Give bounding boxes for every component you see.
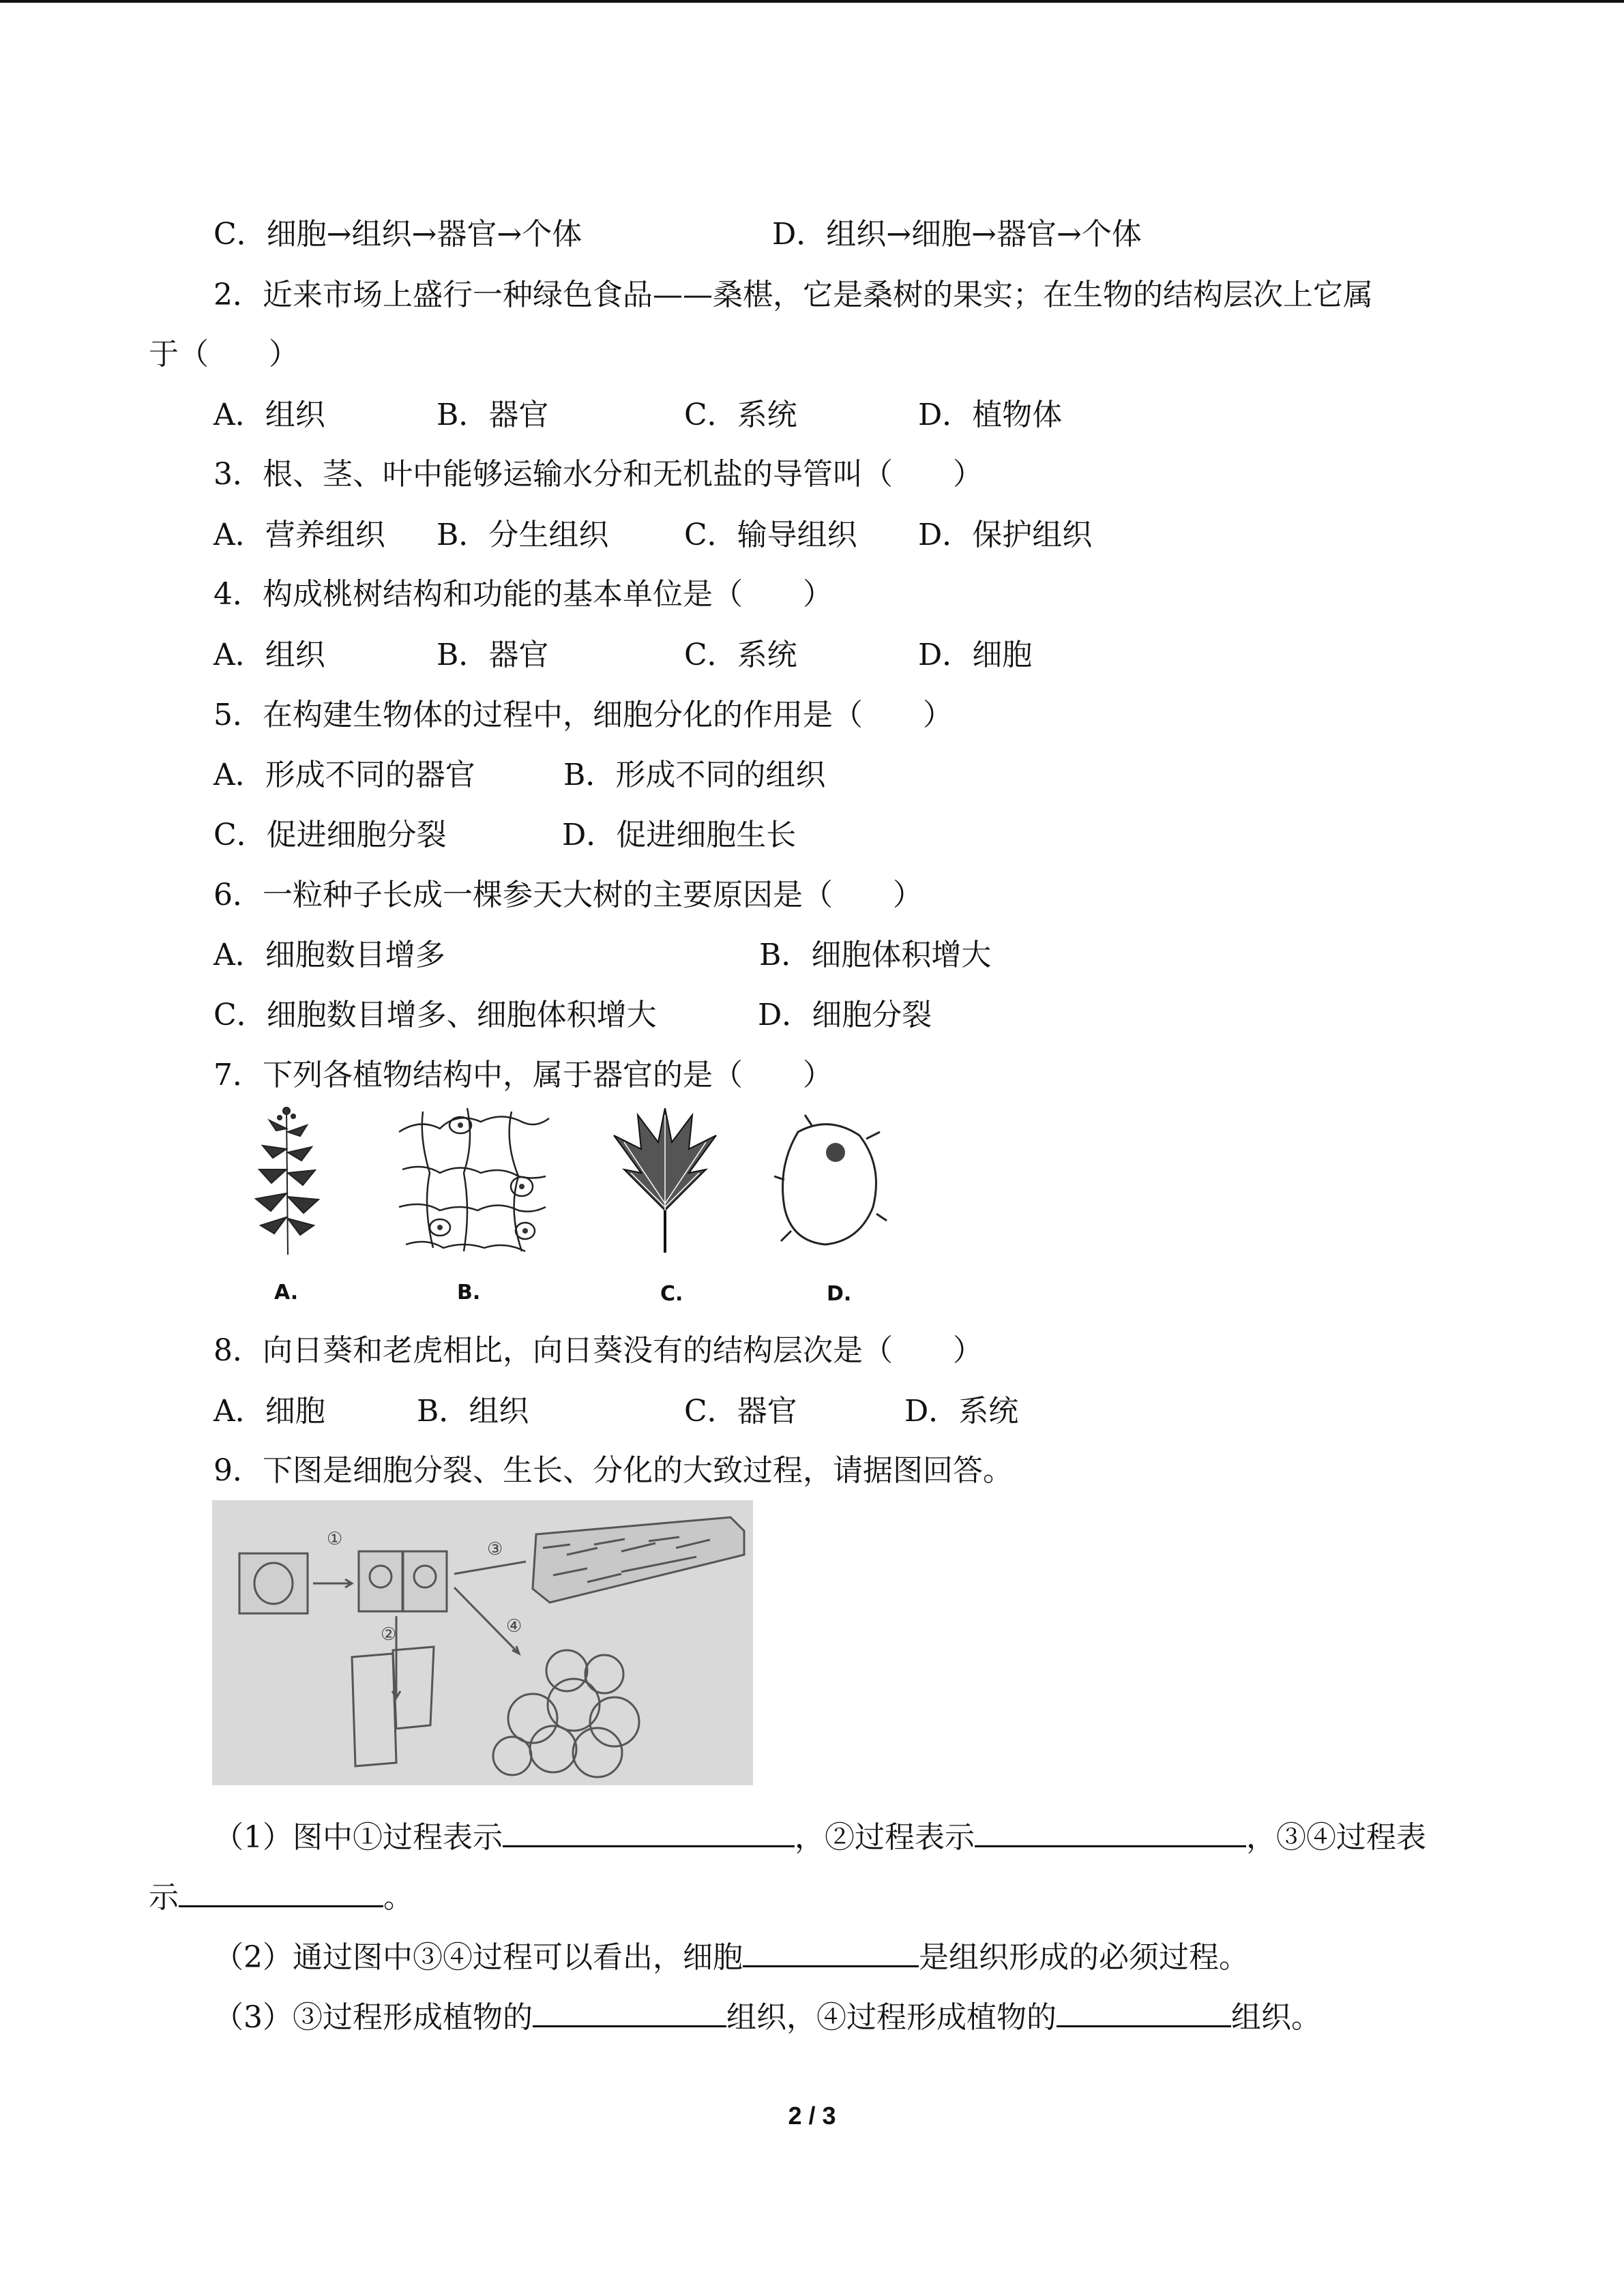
q6-option-a: A．细胞数目增多 [213, 938, 445, 972]
q9-sub1-text-e: 。 [383, 1880, 413, 1915]
q1-option-c: C．细胞→组织→器官→个体 [213, 217, 582, 252]
q2-stem-cont: 于（ ） [149, 337, 299, 372]
q9-sub3 [213, 1994, 1321, 2038]
q9-sub1 [213, 1814, 1426, 1858]
q9-sub2 [213, 1934, 1249, 1978]
q9-sub3-text-b: 组织，④过程形成植物的 [726, 2000, 1057, 2035]
q8-option-c: C．器官 [684, 1394, 797, 1429]
figure-label-3: ③ [487, 1539, 503, 1560]
q2-option-d: D．植物体 [918, 398, 1063, 432]
figure-caption-a: A. [274, 1281, 299, 1304]
q9-sub3-text-c: 组织。 [1231, 2000, 1321, 2035]
q3-option-c: C．输导组织 [684, 518, 857, 552]
cell-tissue-illustration-b [392, 1105, 552, 1258]
q2-option-c: C．系统 [684, 398, 797, 432]
answer-blank-3[interactable] [179, 1874, 383, 1907]
q6-option-d: D．细胞分裂 [758, 998, 932, 1032]
top-border [0, 0, 1624, 3]
answer-blank-4[interactable] [743, 1934, 919, 1967]
q1-option-d: D．组织→细胞→器官→个体 [772, 217, 1142, 252]
q2-option-b: B．器官 [437, 398, 549, 432]
answer-blank-1[interactable] [503, 1814, 795, 1847]
answer-blank-6[interactable] [1057, 1994, 1231, 2027]
q6-option-b: B．细胞体积增大 [759, 938, 992, 972]
figure-label-2: ② [381, 1624, 397, 1645]
q3-option-a: A．营养组织 [213, 518, 385, 552]
figure-caption-c: C. [660, 1282, 683, 1306]
q5-option-c: C．促进细胞分裂 [213, 818, 447, 852]
q9-sub3-text-a: （3）③过程形成植物的 [213, 2000, 533, 2035]
q3-option-d: D．保护组织 [918, 518, 1093, 552]
answer-blank-5[interactable] [533, 1994, 726, 2027]
q8-option-b: B．组织 [417, 1394, 529, 1429]
q8-option-a: A．细胞 [213, 1394, 325, 1429]
q2-option-a: A．组织 [213, 398, 325, 432]
figure-caption-b: B. [457, 1281, 481, 1304]
q5-option-b: B．形成不同的组织 [563, 758, 826, 792]
q4-option-b: B．器官 [437, 638, 549, 672]
plant-illustration-a [239, 1101, 334, 1258]
q6-option-c: C．细胞数目增多、细胞体积增大 [213, 998, 657, 1032]
q7-stem: 7．下列各植物结构中，属于器官的是（ ） [213, 1058, 833, 1092]
q4-stem: 4．构成桃树结构和功能的基本单位是（ ） [213, 577, 833, 612]
q9-sub2-text-a: （2）通过图中③④过程可以看出，细胞 [213, 1940, 743, 1975]
single-cell-illustration-d [771, 1112, 890, 1255]
q8-option-d: D．系统 [904, 1394, 1019, 1429]
page-number: 2 / 3 [788, 2102, 836, 2130]
q2-stem: 2．近来市场上盛行一种绿色食品——桑椹，它是桑树的果实；在生物的结构层次上它属 [213, 278, 1373, 312]
q9-stem: 9．下图是细胞分裂、生长、分化的大致过程，请据图回答。 [213, 1453, 1013, 1488]
q5-stem: 5．在构建生物体的过程中，细胞分化的作用是（ ） [213, 698, 953, 732]
q9-sub1-text-a: （1）图中①过程表示 [213, 1820, 503, 1855]
figure-caption-d: D. [827, 1282, 852, 1306]
q8-stem: 8．向日葵和老虎相比，向日葵没有的结构层次是（ ） [213, 1333, 983, 1368]
figure-label-4: ④ [506, 1616, 522, 1637]
q9-sub1-text-b: ，②过程表示 [795, 1820, 975, 1855]
q9-sub2-text-b: 是组织形成的必须过程。 [919, 1940, 1249, 1975]
q4-option-d: D．细胞 [918, 638, 1033, 672]
figure-label-1: ① [327, 1529, 343, 1549]
q9-sub1-text-d: 示 [149, 1880, 179, 1915]
answer-blank-2[interactable] [975, 1814, 1246, 1847]
q3-option-b: B．分生组织 [437, 518, 609, 552]
q9-sub1-cont [149, 1874, 413, 1918]
cell-process-figure [212, 1500, 753, 1785]
q4-option-a: A．组织 [213, 638, 325, 672]
q9-sub1-text-c: ，③④过程表 [1246, 1820, 1426, 1855]
q3-stem: 3．根、茎、叶中能够运输水分和无机盐的导管叫（ ） [213, 457, 983, 492]
q5-option-a: A．形成不同的器官 [213, 758, 475, 792]
leaf-illustration-c [610, 1108, 720, 1255]
q5-option-d: D．促进细胞生长 [562, 818, 797, 852]
q6-stem: 6．一粒种子长成一棵参天大树的主要原因是（ ） [213, 878, 923, 912]
q4-option-c: C．系统 [684, 638, 797, 672]
